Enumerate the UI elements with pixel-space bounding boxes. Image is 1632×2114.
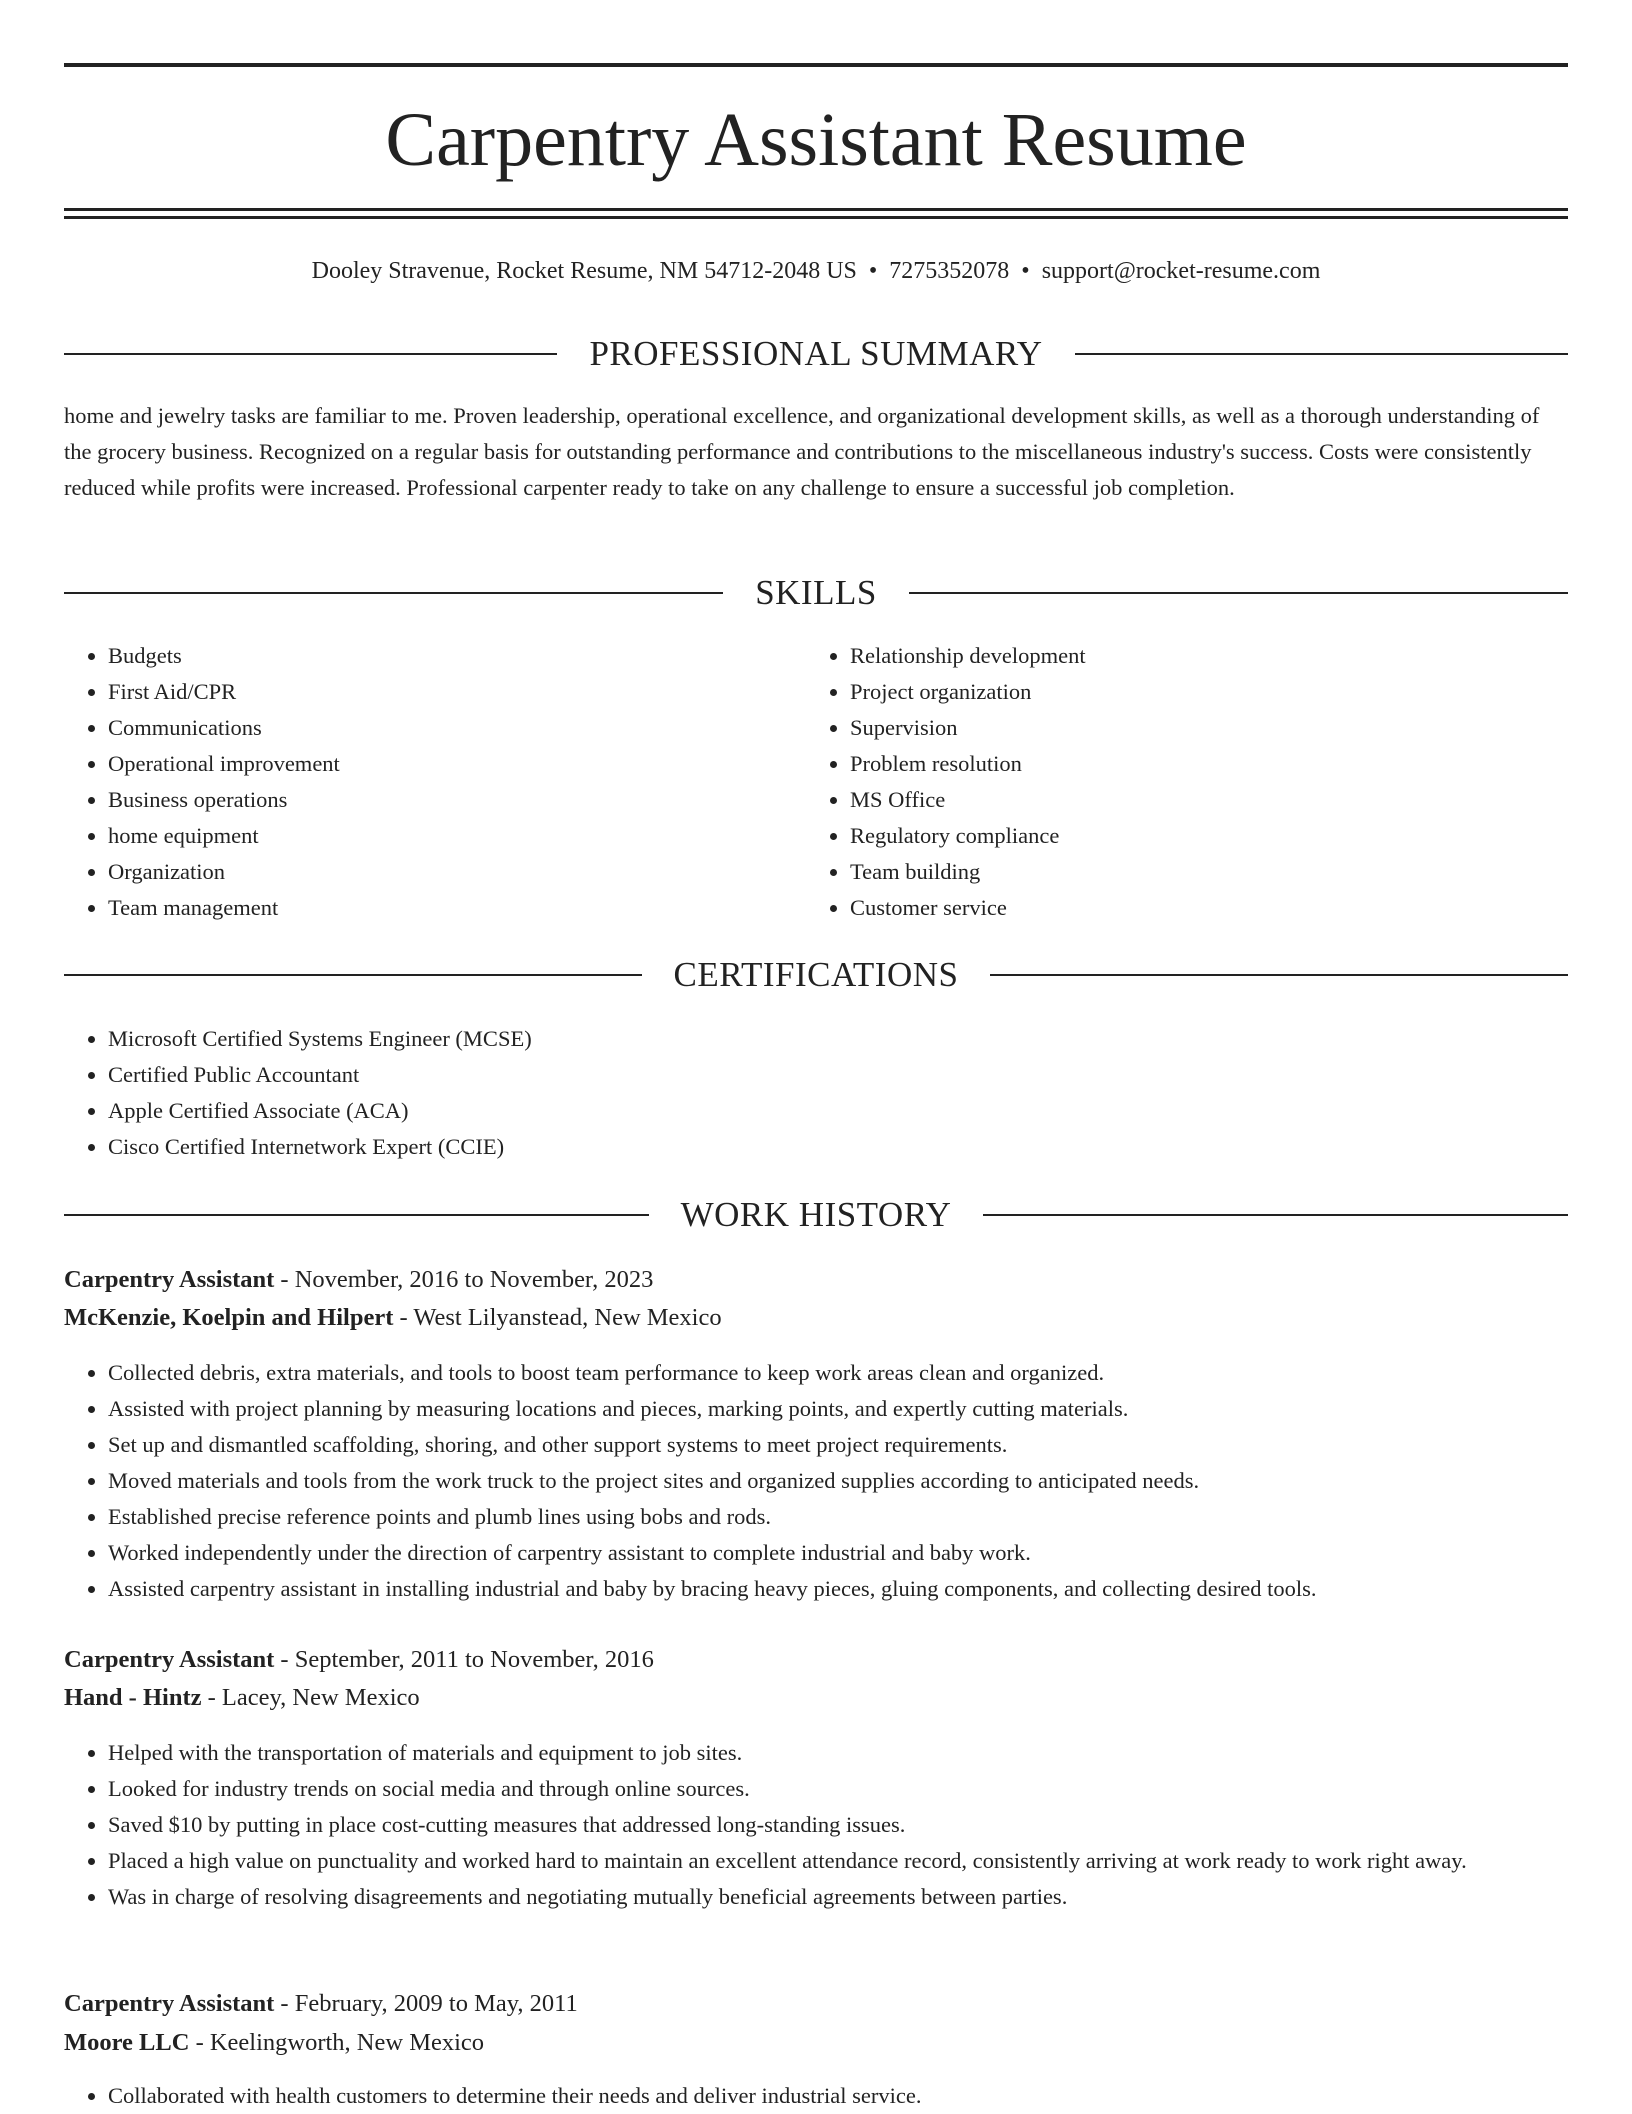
job-dates: - February, 2009 to May, 2011 — [274, 1990, 578, 2017]
section-title: SKILLS — [755, 573, 877, 612]
skill-item: • Relationship development — [850, 638, 1570, 674]
skill-item: • Regulatory compliance — [850, 818, 1570, 854]
title-rule-upper — [64, 208, 1568, 211]
certifications-list — [64, 1021, 1568, 1165]
job-location: - Keelingworth, New Mexico — [189, 2029, 485, 2056]
job-title-line — [64, 1986, 1568, 2022]
certification-item: • Certified Public Accountant — [108, 1057, 1568, 1093]
job-duty: • Assisted with project planning by measuring locations and pieces, marking points, and expertly cutting materials. — [108, 1391, 1568, 1427]
section-title: CERTIFICATIONS — [673, 955, 959, 994]
job-duty: • Established precise reference points and plumb lines using bobs and rods. — [108, 1499, 1568, 1535]
job-location: - Lacey, New Mexico — [201, 1684, 420, 1711]
contact-line — [64, 253, 1568, 289]
section-title: WORK HISTORY — [680, 1195, 952, 1234]
job-dates: - November, 2016 to November, 2023 — [274, 1266, 654, 1293]
job-duty: • Looked for industry trends on social media and through online sources. — [108, 1771, 1568, 1807]
skill-item: • Supervision — [850, 710, 1570, 746]
job-duty: • Moved materials and tools from the work truck to the project sites and organized supplies according to anticipated needs. — [108, 1463, 1568, 1499]
job-company-line — [64, 1300, 1568, 1336]
skill-item: • Communications — [108, 710, 808, 746]
certification-item: • Microsoft Certified Systems Engineer (MCSE) — [108, 1021, 1568, 1057]
contact-separator: • — [868, 258, 878, 284]
job-duty: • Worked independently under the direction of carpentry assistant to complete industrial and baby work. — [108, 1535, 1568, 1571]
job-title: Carpentry Assistant — [64, 1646, 275, 1673]
job-duty: • Placed a high value on punctuality and worked hard to maintain an excellent attendance record, consistently arriving at work ready to work right away. — [108, 1843, 1568, 1879]
job-title-line — [64, 1262, 1568, 1298]
job-duties-list — [64, 2078, 1568, 2114]
job-company: Moore LLC — [64, 2029, 190, 2056]
contact-phone: 7275352078 — [889, 258, 1010, 284]
skills-list-left — [64, 638, 808, 926]
skill-item: • MS Office — [850, 782, 1570, 818]
job-duty: • Helped with the transportation of materials and equipment to job sites. — [108, 1735, 1568, 1771]
skill-item: • Team building — [850, 854, 1570, 890]
section-heading-summary — [64, 334, 1568, 374]
job-duty: • Collected debris, extra materials, and tools to boost team performance to keep work areas clean and organized. — [108, 1355, 1568, 1391]
heading-rule — [64, 353, 557, 355]
contact-email: support@rocket-resume.com — [1041, 258, 1321, 284]
summary-text: home and jewelry tasks are familiar to me. Proven leadership, operational excellence, and organizational development skills, as well as a thorough understanding of the grocery business. Recognized on a regular basis for outstanding performance and contributions to the miscellaneous industry's success. Costs were consistently reduced while profits were increased. Professional carpenter ready to take on any challenge to ensure a successful job completion. — [64, 403, 1540, 500]
heading-rule — [909, 592, 1568, 594]
heading-rule — [64, 592, 723, 594]
skill-item: • Problem resolution — [850, 746, 1570, 782]
top-rule — [64, 63, 1568, 67]
heading-rule — [64, 1214, 649, 1216]
section-heading-work-history — [64, 1195, 1568, 1235]
skill-item: • First Aid/CPR — [108, 674, 808, 710]
heading-rule — [64, 974, 642, 976]
skill-item: • Budgets — [108, 638, 808, 674]
job-duty: • Assisted carpentry assistant in installing industrial and baby by bracing heavy pieces, gluing components, and collecting desired tools. — [108, 1571, 1568, 1607]
job-location: - West Lilyanstead, New Mexico — [393, 1304, 722, 1331]
heading-rule — [990, 974, 1568, 976]
page-title: Carpentry Assistant Resume — [385, 98, 1247, 182]
skill-item: • Customer service — [850, 890, 1570, 926]
job-duties-list — [64, 1355, 1568, 1607]
job-duty: • Collaborated with health customers to determine their needs and deliver industrial service. — [108, 2078, 1568, 2114]
skill-item: • Team management — [108, 890, 808, 926]
contact-separator: • — [1021, 258, 1030, 284]
heading-rule — [983, 1214, 1568, 1216]
section-heading-skills — [64, 573, 1568, 613]
title-rule-lower — [64, 216, 1568, 219]
certification-item: • Apple Certified Associate (ACA) — [108, 1093, 1568, 1129]
job-title-line — [64, 1642, 1568, 1678]
contact-address: Dooley Stravenue, Rocket Resume, NM 54712-2048 US — [311, 258, 857, 284]
job-company: McKenzie, Koelpin and Hilpert — [64, 1304, 394, 1331]
skills-list-right — [806, 638, 1570, 926]
job-title: Carpentry Assistant — [64, 1266, 275, 1293]
job-dates: - September, 2011 to November, 2016 — [274, 1646, 654, 1673]
skill-item: • home equipment — [108, 818, 808, 854]
job-company: Hand - Hintz — [64, 1684, 202, 1711]
job-duty: • Was in charge of resolving disagreements and negotiating mutually beneficial agreements between parties. — [108, 1879, 1568, 1915]
job-company-line — [64, 2025, 1568, 2061]
certification-item: • Cisco Certified Internetwork Expert (CCIE) — [108, 1129, 1568, 1165]
job-title: Carpentry Assistant — [64, 1990, 275, 2017]
heading-rule — [1075, 353, 1568, 355]
skill-item: • Business operations — [108, 782, 808, 818]
job-duty: • Saved $10 by putting in place cost-cutting measures that addressed long-standing issues. — [108, 1807, 1568, 1843]
skill-item: • Organization — [108, 854, 808, 890]
section-title: PROFESSIONAL SUMMARY — [589, 334, 1043, 373]
job-duties-list — [64, 1735, 1568, 1915]
skill-item: • Project organization — [850, 674, 1570, 710]
job-company-line — [64, 1680, 1568, 1716]
section-heading-certifications — [64, 955, 1568, 995]
skill-item: • Operational improvement — [108, 746, 808, 782]
job-duty: • Set up and dismantled scaffolding, shoring, and other support systems to meet project requirements. — [108, 1427, 1568, 1463]
